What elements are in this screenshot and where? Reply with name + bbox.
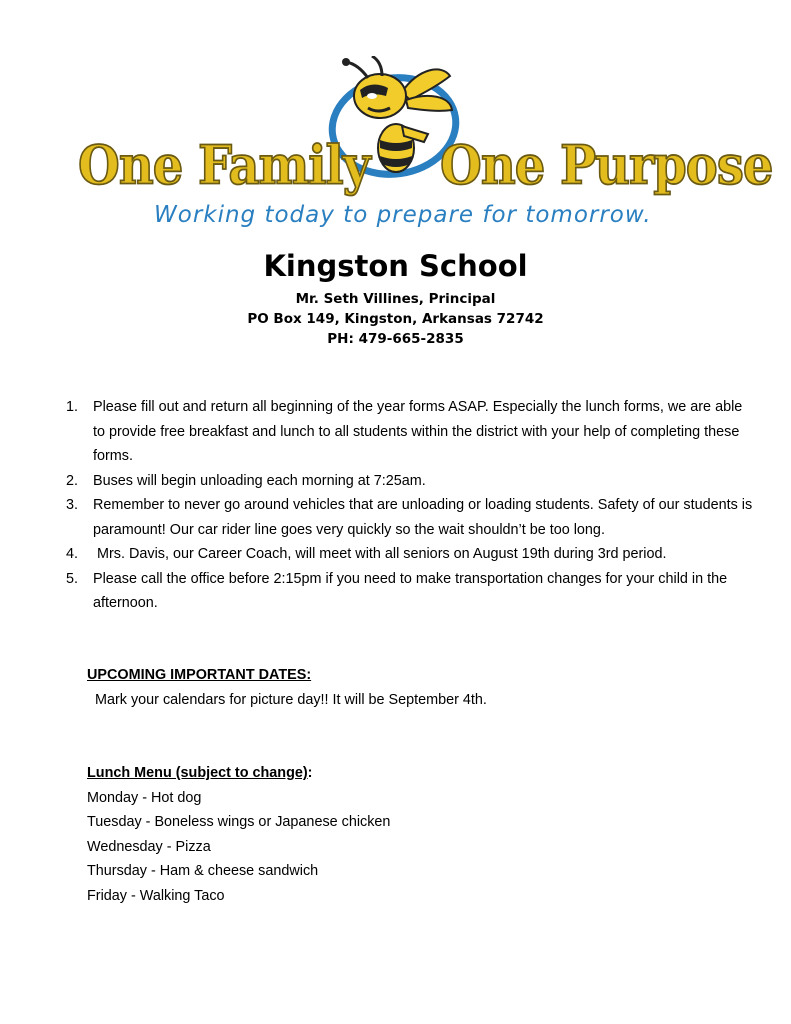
upcoming-dates-section [87,663,487,712]
notice-text: Buses will begin unloading each morning at 7:25am. [93,472,426,489]
notice-number: 1. [66,399,79,415]
lunch-menu-item: Tuesday - Boneless wings or Japanese chicken [87,814,391,830]
notice-text: Mrs. Davis, our Career Coach, will meet with all seniors on August 19th during 3rd period. [97,546,667,562]
lunch-menu-item: Thursday - Ham & cheese sandwich [87,863,319,879]
notices-list [66,395,756,616]
notice-text: Please fill out and return all beginning of the year forms ASAP. Especially the lunch forms, we are able to provide free breakfast and lunch to all students within the district with your help of completing these forms. [93,399,743,464]
notice-item [66,395,756,469]
notice-item [66,567,756,616]
notice-item [66,493,756,542]
notice-number: 3. [66,497,79,513]
banner-right-text: One Purpose [440,134,773,197]
notice-item [66,469,756,494]
notice-text: Remember to never go around vehicles that are unloading or loading students. Safety of our students is paramount! Our car rider line goes very quickly so the wait shouldn’t be too long. [93,497,753,538]
upcoming-dates-text: Mark your calendars for picture day!! It will be September 4th. [95,691,487,708]
school-name: Kingston School [263,249,528,283]
lunch-menu-heading: Lunch Menu (subject to change) [87,765,308,781]
lunch-menu-item: Friday - Walking Taco [87,887,225,904]
notice-text: Please call the office before 2:15pm if you need to make transportation changes for your child in the afternoon. [93,570,728,611]
lunch-menu-title [87,761,390,786]
principal-line: Mr. Seth Villines, Principal [295,291,496,307]
banner-left-text: One Family [78,134,370,197]
phone-line: PH: 479-665-2835 [327,331,464,347]
notice-item [66,542,756,567]
lunch-menu-item: Wednesday - Pizza [87,838,211,855]
lunch-menu-item: Monday - Hot dog [87,789,202,806]
notice-number: 4. [66,546,79,562]
lunch-menu-section [87,761,390,908]
banner-tagline: Working today to prepare for tomorrow. [154,202,652,228]
address-line: PO Box 149, Kingston, Arkansas 72742 [247,311,544,327]
notice-number: 5. [66,570,79,587]
lunch-menu-colon: : [307,765,313,781]
notice-number: 2. [66,472,79,489]
banner-logo [60,56,773,234]
upcoming-dates-heading: UPCOMING IMPORTANT DATES: [87,667,312,683]
